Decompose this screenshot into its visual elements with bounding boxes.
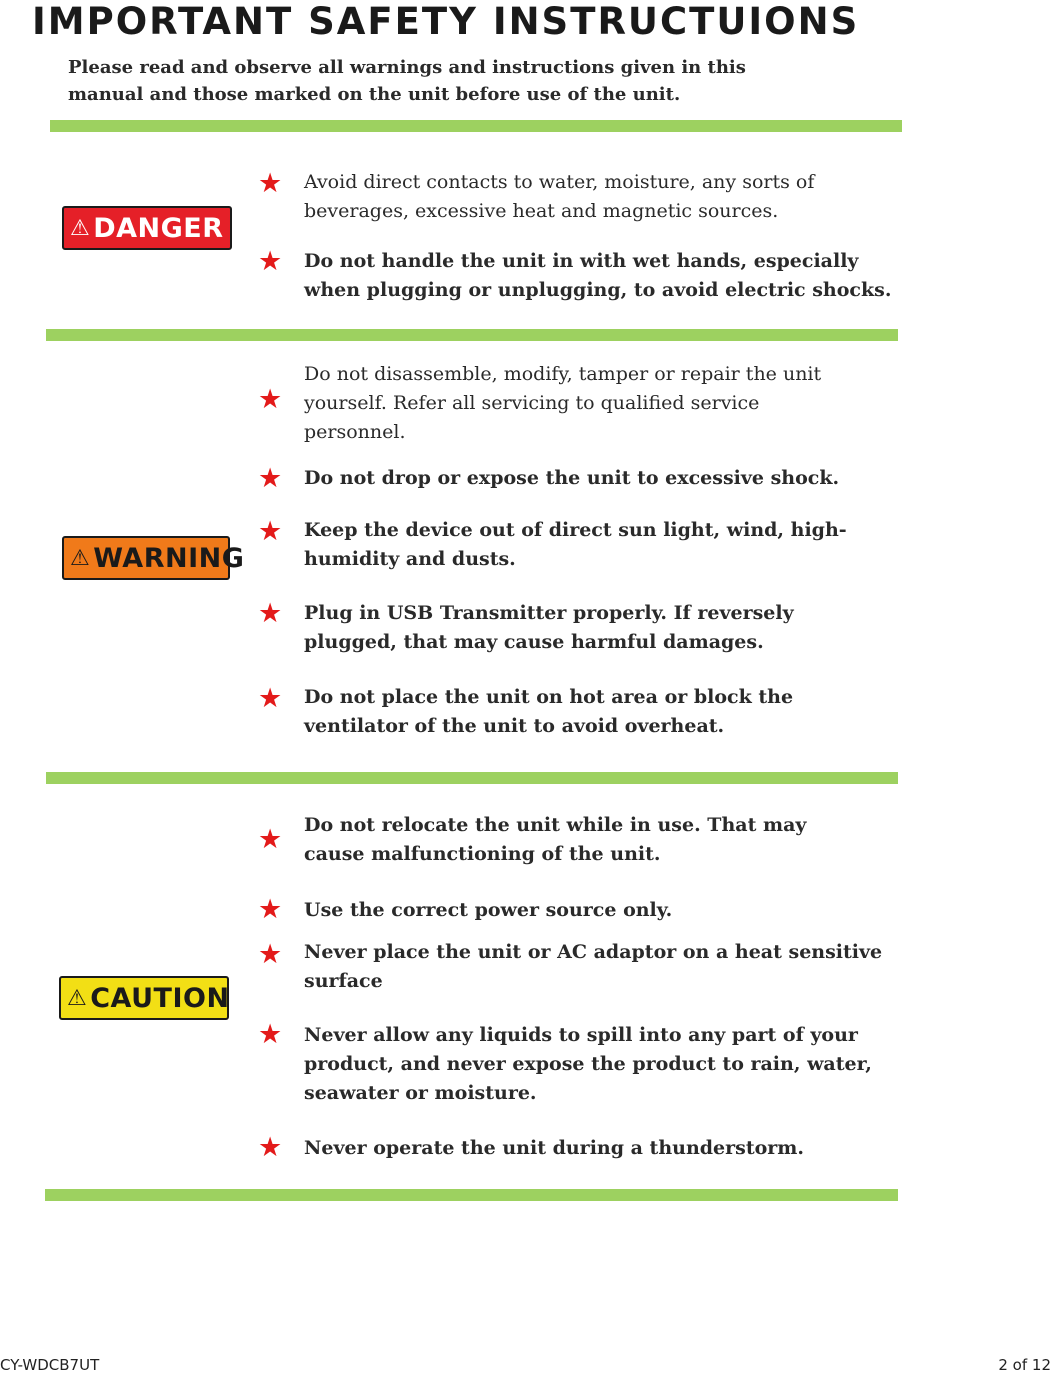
intro-text [68, 54, 788, 108]
item-line: seawater or moisture. [304, 1082, 537, 1104]
star-bullet-icon: ★ [258, 516, 283, 547]
section-divider [46, 772, 898, 784]
intro-line: Please read and observe all warnings and instructions given in this [68, 57, 746, 78]
item-line: ventilator of the unit to avoid overheat. [304, 715, 725, 737]
danger-item [304, 247, 914, 305]
warning-triangle-icon: ⚠ [70, 545, 91, 571]
section-divider [46, 329, 898, 341]
item-line: plugged, that may cause harmful damages. [304, 631, 764, 653]
warning-label: WARNING [93, 542, 245, 574]
warning-item [304, 599, 914, 657]
item-line: when plugging or unplugging, to avoid electric shocks. [304, 279, 892, 301]
star-bullet-icon: ★ [258, 246, 283, 277]
warning-triangle-icon: ⚠ [70, 215, 91, 241]
caution-item [304, 811, 914, 869]
footer-page-number: 2 of 12 [998, 1356, 1051, 1374]
item-line: Plug in USB Transmitter properly. If reversely [304, 602, 794, 624]
item-line: Never operate the unit during a thunderstorm. [304, 1137, 805, 1159]
item-line: yourself. Refer all servicing to qualified service [304, 392, 760, 414]
item-line: Avoid direct contacts to water, moisture, any sorts of [304, 171, 815, 193]
warning-item [304, 683, 914, 741]
section-divider [50, 120, 902, 132]
star-bullet-icon: ★ [258, 1132, 283, 1163]
item-line: surface [304, 970, 383, 992]
caution-item [304, 938, 914, 996]
caution-item [304, 1134, 914, 1163]
warning-item [304, 516, 914, 574]
star-bullet-icon: ★ [258, 1019, 283, 1050]
footer-model: CY-WDCB7UT [0, 1356, 100, 1374]
item-line: Never allow any liquids to spill into any part of your [304, 1024, 858, 1046]
item-line: Do not drop or expose the unit to excessive shock. [304, 467, 840, 489]
item-line: humidity and dusts. [304, 548, 516, 570]
warning-triangle-icon: ⚠ [67, 985, 88, 1011]
warning-item [304, 464, 914, 493]
item-line: product, and never expose the product to rain, water, [304, 1053, 872, 1075]
caution-item [304, 1021, 914, 1108]
star-bullet-icon: ★ [258, 939, 283, 970]
star-bullet-icon: ★ [258, 384, 283, 415]
page-title: IMPORTANT SAFETY INSTRUCTUIONS [32, 0, 860, 43]
warning-item [304, 360, 914, 447]
item-line: Keep the device out of direct sun light, wind, high- [304, 519, 847, 541]
star-bullet-icon: ★ [258, 683, 283, 714]
star-bullet-icon: ★ [258, 168, 283, 199]
warning-sign [62, 536, 245, 580]
item-line: Do not relocate the unit while in use. That may [304, 814, 807, 836]
caution-item [304, 896, 914, 925]
star-bullet-icon: ★ [258, 598, 283, 629]
intro-line: manual and those marked on the unit before use of the unit. [68, 84, 681, 105]
item-line: Do not place the unit on hot area or block the [304, 686, 794, 708]
star-bullet-icon: ★ [258, 463, 283, 494]
star-bullet-icon: ★ [258, 894, 283, 925]
danger-sign [62, 206, 232, 250]
item-line: Never place the unit or AC adaptor on a heat sensitive [304, 941, 883, 963]
danger-label: DANGER [93, 212, 224, 244]
danger-item [304, 168, 914, 226]
item-line: Do not handle the unit in with wet hands, especially [304, 250, 859, 272]
item-line: cause malfunctioning of the unit. [304, 843, 661, 865]
section-divider [45, 1189, 898, 1201]
caution-sign [59, 976, 229, 1020]
item-line: Use the correct power source only. [304, 899, 673, 921]
star-bullet-icon: ★ [258, 824, 283, 855]
caution-label: CAUTION [90, 982, 230, 1014]
item-line: Do not disassemble, modify, tamper or repair the unit [304, 363, 822, 385]
item-line: personnel. [304, 421, 406, 443]
item-line: beverages, excessive heat and magnetic sources. [304, 200, 779, 222]
